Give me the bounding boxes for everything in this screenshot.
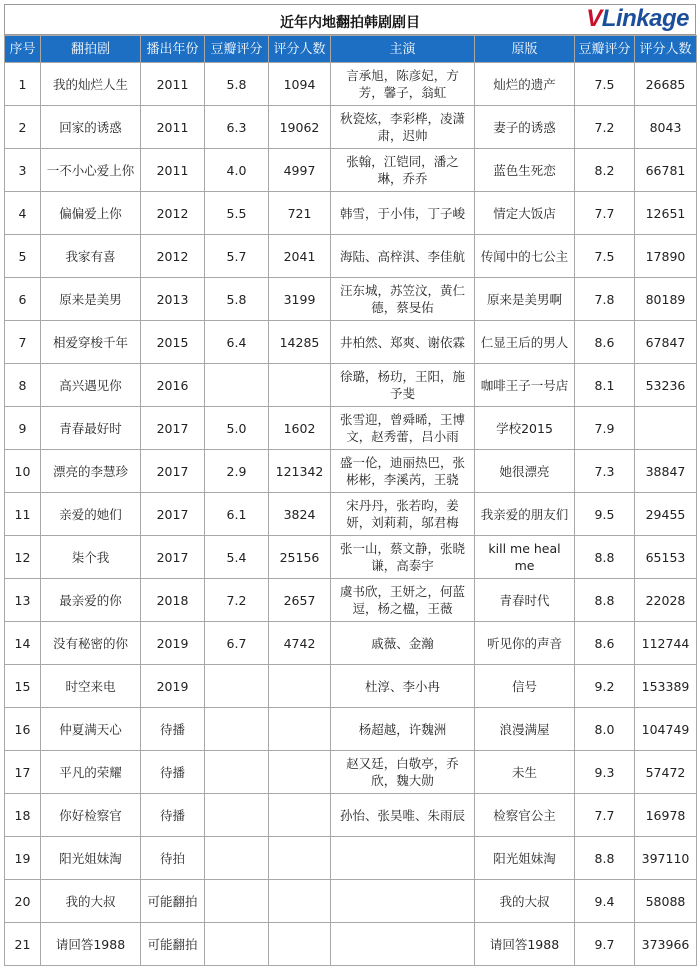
- cell-no: 6: [5, 278, 41, 321]
- cell-remake: 回家的诱惑: [41, 106, 141, 149]
- cell-actors: 赵又廷，白敬亭，乔欣，魏大勋: [331, 751, 475, 794]
- table-row: [5, 450, 697, 493]
- cell-original: 阳光姐妹淘: [475, 837, 575, 880]
- table-row: [5, 278, 697, 321]
- vlinkage-logo: [586, 5, 689, 33]
- cell-remake: 亲爱的她们: [41, 493, 141, 536]
- cell-orig-score: 8.8: [575, 837, 635, 880]
- cell-orig-score: 9.7: [575, 923, 635, 966]
- cell-remake: 最亲爱的你: [41, 579, 141, 622]
- cell-actors: 宋丹丹，张若昀，姜妍，刘莉莉，邬君梅: [331, 493, 475, 536]
- cell-no: 18: [5, 794, 41, 837]
- cell-actors: 盛一伦，迪丽热巴，张彬彬，李溪芮，王骁: [331, 450, 475, 493]
- cell-year: 2017: [141, 407, 205, 450]
- cell-count: [269, 923, 331, 966]
- cell-actors: 杜淳、李小冉: [331, 665, 475, 708]
- cell-year: 2019: [141, 665, 205, 708]
- cell-no: 20: [5, 880, 41, 923]
- cell-score: 6.1: [205, 493, 269, 536]
- cell-count: [269, 665, 331, 708]
- cell-year: 2011: [141, 63, 205, 106]
- cell-orig-count: 66781: [635, 149, 697, 192]
- cell-actors: 张翰，江铠同，潘之琳，乔乔: [331, 149, 475, 192]
- table-row: [5, 321, 697, 364]
- cell-remake: 请回答1988: [41, 923, 141, 966]
- cell-orig-score: 7.5: [575, 63, 635, 106]
- cell-score: 2.9: [205, 450, 269, 493]
- cell-score: [205, 751, 269, 794]
- table-row: [5, 837, 697, 880]
- cell-year: 待播: [141, 708, 205, 751]
- cell-score: [205, 923, 269, 966]
- cell-score: [205, 364, 269, 407]
- cell-year: 可能翻拍: [141, 923, 205, 966]
- cell-count: [269, 708, 331, 751]
- cell-orig-count: [635, 407, 697, 450]
- cell-no: 16: [5, 708, 41, 751]
- cell-year: 待播: [141, 751, 205, 794]
- cell-remake: 高兴遇见你: [41, 364, 141, 407]
- cell-score: [205, 880, 269, 923]
- cell-remake: 漂亮的李慧珍: [41, 450, 141, 493]
- cell-remake: 我的大叔: [41, 880, 141, 923]
- cell-actors: 虞书欣，王妍之，何蓝逗，杨之楹，王薇: [331, 579, 475, 622]
- cell-actors: 韩雪，于小伟，丁子峻: [331, 192, 475, 235]
- table-row: [5, 794, 697, 837]
- cell-year: 2017: [141, 450, 205, 493]
- cell-orig-count: 104749: [635, 708, 697, 751]
- cell-orig-count: 58088: [635, 880, 697, 923]
- cell-score: 6.3: [205, 106, 269, 149]
- cell-count: 2041: [269, 235, 331, 278]
- cell-actors: 戚薇、金瀚: [331, 622, 475, 665]
- table-row: [5, 63, 697, 106]
- cell-remake: 一不小心爱上你: [41, 149, 141, 192]
- cell-count: 25156: [269, 536, 331, 579]
- cell-orig-count: 38847: [635, 450, 697, 493]
- cell-no: 17: [5, 751, 41, 794]
- cell-orig-score: 7.7: [575, 794, 635, 837]
- cell-orig-count: 26685: [635, 63, 697, 106]
- cell-score: [205, 708, 269, 751]
- cell-original: 听见你的声音: [475, 622, 575, 665]
- cell-count: 4742: [269, 622, 331, 665]
- cell-orig-score: 8.2: [575, 149, 635, 192]
- cell-count: [269, 837, 331, 880]
- cell-no: 14: [5, 622, 41, 665]
- cell-actors: 张雪迎，曾舜晞，王博文，赵秀蕾，吕小雨: [331, 407, 475, 450]
- cell-orig-count: 17890: [635, 235, 697, 278]
- cell-orig-score: 7.8: [575, 278, 635, 321]
- table-row: [5, 149, 697, 192]
- cell-year: 2013: [141, 278, 205, 321]
- cell-count: [269, 751, 331, 794]
- table-row: [5, 622, 697, 665]
- logo-text: Linkage: [601, 5, 689, 32]
- header-no: 序号: [5, 36, 41, 63]
- cell-orig-score: 7.7: [575, 192, 635, 235]
- cell-original: 信号: [475, 665, 575, 708]
- cell-actors: 海陆、高梓淇、李佳航: [331, 235, 475, 278]
- cell-count: 1094: [269, 63, 331, 106]
- cell-orig-count: 65153: [635, 536, 697, 579]
- cell-remake: 没有秘密的你: [41, 622, 141, 665]
- table-row: [5, 407, 697, 450]
- cell-score: 5.5: [205, 192, 269, 235]
- table-row: [5, 364, 697, 407]
- cell-year: 2011: [141, 106, 205, 149]
- cell-remake: 相爱穿梭千年: [41, 321, 141, 364]
- cell-orig-score: 7.2: [575, 106, 635, 149]
- cell-orig-score: 8.8: [575, 536, 635, 579]
- cell-count: [269, 880, 331, 923]
- cell-orig-count: 153389: [635, 665, 697, 708]
- cell-year: 2017: [141, 536, 205, 579]
- title-bar: [4, 4, 696, 35]
- cell-score: [205, 794, 269, 837]
- cell-original: 仁显王后的男人: [475, 321, 575, 364]
- cell-orig-score: 7.9: [575, 407, 635, 450]
- cell-orig-score: 7.5: [575, 235, 635, 278]
- cell-score: 5.8: [205, 63, 269, 106]
- cell-no: 19: [5, 837, 41, 880]
- logo-v: V: [586, 5, 602, 32]
- cell-count: 721: [269, 192, 331, 235]
- cell-remake: 我的灿烂人生: [41, 63, 141, 106]
- cell-original: 情定大饭店: [475, 192, 575, 235]
- cell-actors: 孙怡、张昊唯、朱雨辰: [331, 794, 475, 837]
- cell-count: 2657: [269, 579, 331, 622]
- cell-score: [205, 665, 269, 708]
- cell-orig-score: 8.8: [575, 579, 635, 622]
- cell-actors: 井柏然、郑爽、谢依霖: [331, 321, 475, 364]
- cell-original: 未生: [475, 751, 575, 794]
- cell-no: 2: [5, 106, 41, 149]
- cell-no: 5: [5, 235, 41, 278]
- cell-orig-score: 9.4: [575, 880, 635, 923]
- remake-table: [4, 35, 697, 966]
- cell-no: 10: [5, 450, 41, 493]
- cell-score: 7.2: [205, 579, 269, 622]
- cell-year: 待拍: [141, 837, 205, 880]
- cell-actors: 秋瓷炫，李彩桦，凌潇肃，迟帅: [331, 106, 475, 149]
- cell-orig-score: 8.0: [575, 708, 635, 751]
- table-row: [5, 192, 697, 235]
- cell-year: 可能翻拍: [141, 880, 205, 923]
- cell-remake: 偏偏爱上你: [41, 192, 141, 235]
- cell-year: 2012: [141, 192, 205, 235]
- cell-year: 2017: [141, 493, 205, 536]
- cell-orig-count: 29455: [635, 493, 697, 536]
- table-row: [5, 536, 697, 579]
- cell-original: 传闻中的七公主: [475, 235, 575, 278]
- cell-count: [269, 794, 331, 837]
- cell-actors: 徐璐，杨玏，王阳，施予斐: [331, 364, 475, 407]
- cell-remake: 柒个我: [41, 536, 141, 579]
- table-row: [5, 665, 697, 708]
- table-row: [5, 235, 697, 278]
- cell-remake: 青春最好时: [41, 407, 141, 450]
- cell-count: 19062: [269, 106, 331, 149]
- cell-original: 妻子的诱惑: [475, 106, 575, 149]
- cell-year: 2019: [141, 622, 205, 665]
- cell-score: 6.4: [205, 321, 269, 364]
- cell-score: 5.8: [205, 278, 269, 321]
- cell-no: 13: [5, 579, 41, 622]
- table-row: [5, 579, 697, 622]
- cell-no: 15: [5, 665, 41, 708]
- cell-score: 5.4: [205, 536, 269, 579]
- header-actors: 主演: [331, 36, 475, 63]
- cell-original: 检察官公主: [475, 794, 575, 837]
- header-row: [5, 36, 697, 63]
- cell-orig-count: 53236: [635, 364, 697, 407]
- header-original: 原版: [475, 36, 575, 63]
- cell-score: 4.0: [205, 149, 269, 192]
- cell-orig-score: 9.5: [575, 493, 635, 536]
- cell-actors: [331, 837, 475, 880]
- cell-count: 14285: [269, 321, 331, 364]
- header-score: 豆瓣评分: [205, 36, 269, 63]
- cell-orig-count: 22028: [635, 579, 697, 622]
- cell-original: 我的大叔: [475, 880, 575, 923]
- table-row: [5, 106, 697, 149]
- cell-orig-count: 397110: [635, 837, 697, 880]
- cell-orig-score: 7.3: [575, 450, 635, 493]
- cell-orig-score: 8.1: [575, 364, 635, 407]
- cell-original: 青春时代: [475, 579, 575, 622]
- cell-no: 9: [5, 407, 41, 450]
- cell-no: 1: [5, 63, 41, 106]
- cell-year: 2016: [141, 364, 205, 407]
- cell-score: 5.7: [205, 235, 269, 278]
- cell-count: 121342: [269, 450, 331, 493]
- cell-orig-count: 80189: [635, 278, 697, 321]
- cell-orig-score: 8.6: [575, 622, 635, 665]
- cell-remake: 我家有喜: [41, 235, 141, 278]
- cell-remake: 时空来电: [41, 665, 141, 708]
- cell-score: 5.0: [205, 407, 269, 450]
- cell-no: 11: [5, 493, 41, 536]
- header-remake: 翻拍剧: [41, 36, 141, 63]
- cell-year: 2018: [141, 579, 205, 622]
- header-count: 评分人数: [269, 36, 331, 63]
- cell-original: 学校2015: [475, 407, 575, 450]
- cell-orig-score: 8.6: [575, 321, 635, 364]
- table-row: [5, 751, 697, 794]
- cell-orig-score: 9.2: [575, 665, 635, 708]
- cell-no: 4: [5, 192, 41, 235]
- cell-year: 2012: [141, 235, 205, 278]
- header-orig-score: 豆瓣评分: [575, 36, 635, 63]
- cell-original: 浪漫满屋: [475, 708, 575, 751]
- cell-original: 她很漂亮: [475, 450, 575, 493]
- cell-count: 3824: [269, 493, 331, 536]
- cell-remake: 阳光姐妹淘: [41, 837, 141, 880]
- cell-actors: [331, 923, 475, 966]
- cell-score: 6.7: [205, 622, 269, 665]
- cell-original: 我亲爱的朋友们: [475, 493, 575, 536]
- header-orig-count: 评分人数: [635, 36, 697, 63]
- cell-no: 3: [5, 149, 41, 192]
- cell-original: 蓝色生死恋: [475, 149, 575, 192]
- cell-year: 待播: [141, 794, 205, 837]
- cell-actors: 言承旭，陈彦妃，方芳，馨子，翁虹: [331, 63, 475, 106]
- cell-year: 2011: [141, 149, 205, 192]
- cell-orig-count: 57472: [635, 751, 697, 794]
- table-row: [5, 880, 697, 923]
- cell-original: 请回答1988: [475, 923, 575, 966]
- header-year: 播出年份: [141, 36, 205, 63]
- cell-no: 21: [5, 923, 41, 966]
- cell-orig-score: 9.3: [575, 751, 635, 794]
- cell-remake: 平凡的荣耀: [41, 751, 141, 794]
- cell-original: 灿烂的遗产: [475, 63, 575, 106]
- cell-score: [205, 837, 269, 880]
- cell-original: 咖啡王子一号店: [475, 364, 575, 407]
- cell-count: 4997: [269, 149, 331, 192]
- cell-no: 12: [5, 536, 41, 579]
- cell-actors: 张一山，蔡文静，张晓谦，高泰宇: [331, 536, 475, 579]
- cell-year: 2015: [141, 321, 205, 364]
- cell-original: 原来是美男啊: [475, 278, 575, 321]
- cell-count: 3199: [269, 278, 331, 321]
- cell-remake: 你好检察官: [41, 794, 141, 837]
- cell-actors: 汪东城，苏笠汶，黄仁德，蔡旻佑: [331, 278, 475, 321]
- cell-actors: 杨超越，许魏洲: [331, 708, 475, 751]
- cell-original: kill me heal me: [475, 536, 575, 579]
- table-row: [5, 493, 697, 536]
- cell-count: [269, 364, 331, 407]
- cell-orig-count: 373966: [635, 923, 697, 966]
- cell-count: 1602: [269, 407, 331, 450]
- cell-orig-count: 12651: [635, 192, 697, 235]
- cell-orig-count: 67847: [635, 321, 697, 364]
- cell-orig-count: 8043: [635, 106, 697, 149]
- table-row: [5, 708, 697, 751]
- table-title: 近年内地翻拍韩剧剧目: [280, 15, 420, 31]
- cell-no: 7: [5, 321, 41, 364]
- cell-remake: 仲夏满天心: [41, 708, 141, 751]
- cell-orig-count: 112744: [635, 622, 697, 665]
- cell-actors: [331, 880, 475, 923]
- cell-no: 8: [5, 364, 41, 407]
- table-row: [5, 923, 697, 966]
- cell-remake: 原来是美男: [41, 278, 141, 321]
- cell-orig-count: 16978: [635, 794, 697, 837]
